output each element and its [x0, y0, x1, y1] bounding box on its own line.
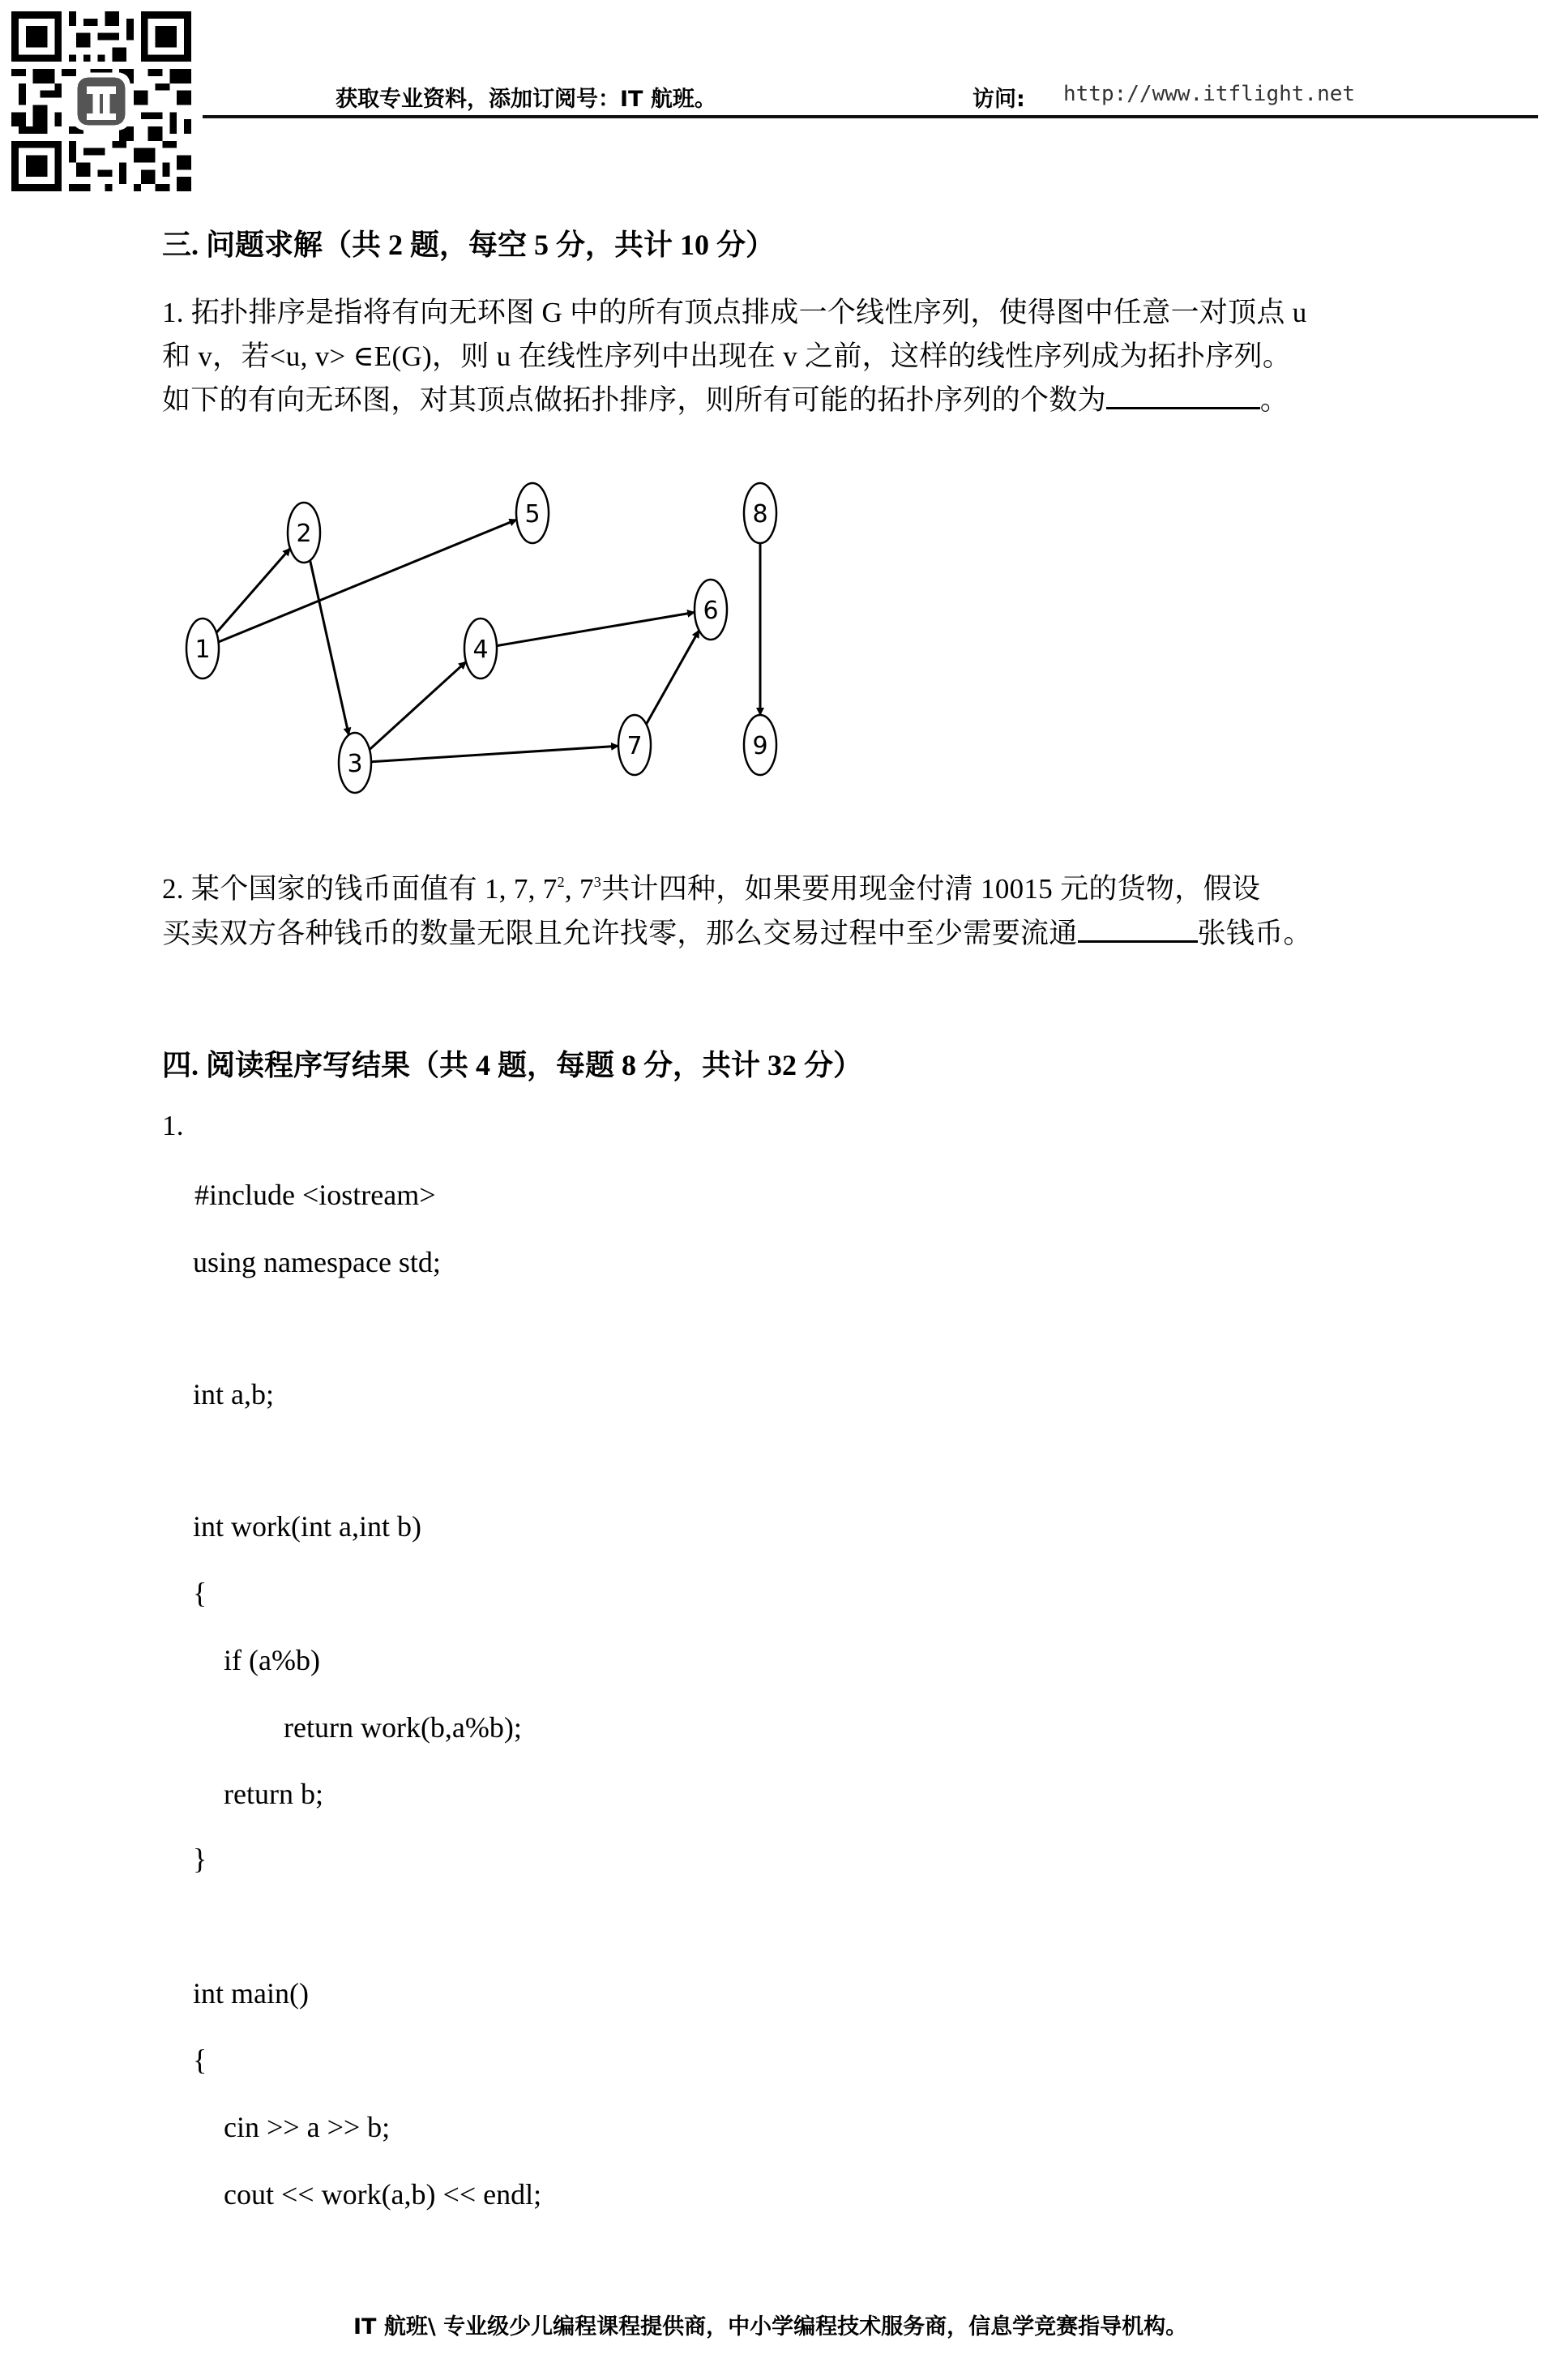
q1-line-2: 和 v，若<u, v> ∈E(G)，则 u 在线性序列中出现在 v 之前，这样的线性序列成为拓扑序列。 — [162, 340, 1292, 372]
code-line-globals: int a,b; — [193, 1378, 274, 1410]
s4-q1-label: 1. — [162, 1110, 184, 1141]
code-line-main-signature: int main() — [193, 1977, 309, 2010]
header-url-link[interactable]: http://www.itflight.net — [1063, 82, 1356, 106]
page-footer: IT 航班\ 专业级少儿编程课程提供商，中小学编程技术服务商，信息学竞赛指导机构。 — [353, 2314, 1188, 2339]
node-6 — [695, 580, 727, 640]
node-5 — [516, 483, 549, 543]
node-8 — [744, 483, 776, 543]
node-5-label: 5 — [524, 500, 541, 529]
code-line-work-signature: int work(int a,int b) — [193, 1510, 421, 1543]
node-7-label: 7 — [626, 732, 643, 760]
q1-line-1: 1. 拓扑排序是指将有向无环图 G 中的所有顶点排成一个线性序列，使得图中任意一对顶点 u — [162, 297, 1307, 328]
header-visit-label: 访问: — [972, 87, 1025, 112]
q1-answer-blank[interactable] — [1106, 384, 1260, 409]
edge-4-to-6 — [497, 612, 695, 645]
code-line-using: using namespace std; — [193, 1246, 441, 1278]
header-divider — [203, 115, 1538, 118]
q2-line-1-text-b: , 7 — [564, 873, 594, 905]
node-2 — [288, 503, 320, 563]
q2-line-1 — [162, 867, 1260, 907]
node-2-label: 2 — [296, 520, 312, 548]
node-3-label: 3 — [347, 750, 363, 778]
code-line-cin: cin >> a >> b; — [224, 2111, 391, 2143]
code-line-if: if (a%b) — [224, 1644, 320, 1676]
node-9-label: 9 — [752, 732, 768, 760]
q2-line-2-text-b: 张钱币。 — [1197, 918, 1312, 949]
code-line-return-b: return b; — [224, 1778, 323, 1810]
node-1 — [186, 619, 219, 678]
q2-line-2 — [162, 911, 1312, 952]
code-line-cout: cout << work(a,b) << endl; — [224, 2178, 542, 2211]
q2-superscript-2: 2 — [557, 874, 565, 890]
edge-7-to-6 — [646, 631, 699, 725]
q1-line-3 — [162, 378, 1289, 418]
q2-superscript-3: 3 — [593, 874, 602, 890]
section4-heading: 四. 阅读程序写结果（共 4 题，每题 8 分，共计 32 分） — [162, 1049, 863, 1081]
code-line-include: #include <iostream> — [194, 1179, 436, 1211]
code-line-return-work: return work(b,a%b); — [284, 1711, 522, 1744]
dag-diagram — [162, 454, 810, 811]
code-line-main-open-brace: { — [193, 2044, 207, 2076]
q2-line-1-text-a: 2. 某个国家的钱币面值有 1, 7, 7 — [162, 873, 558, 905]
node-9 — [744, 715, 776, 775]
q1-line-3-text: 如下的有向无环图，对其顶点做拓扑排序，则所有可能的拓扑序列的个数为 — [162, 384, 1106, 416]
edge-2-to-3 — [310, 560, 349, 735]
node-4 — [464, 619, 497, 678]
node-7 — [618, 715, 651, 775]
code-line-open-brace: { — [193, 1577, 207, 1609]
qr-code-image — [11, 11, 191, 191]
dag-nodes — [186, 483, 776, 793]
q2-line-1-text-c: 共计四种，如果要用现金付清 10015 元的货物，假设 — [601, 873, 1261, 905]
edge-3-to-7 — [371, 746, 618, 761]
q2-line-2-text-a: 买卖双方各种钱币的数量无限且允许找零，那么交易过程中至少需要流通 — [162, 918, 1078, 949]
node-3 — [339, 733, 371, 793]
node-4-label: 4 — [472, 636, 489, 664]
node-8-label: 8 — [752, 500, 768, 529]
edge-3-to-4 — [370, 661, 466, 749]
edge-1-to-2 — [216, 548, 290, 632]
section3-heading: 三. 问题求解（共 2 题，每空 5 分，共计 10 分） — [162, 229, 776, 261]
code-line-close-brace: } — [193, 1843, 207, 1875]
node-1-label: 1 — [194, 636, 211, 664]
q1-line-3-end: 。 — [1259, 384, 1289, 416]
header-promo-text: 获取专业资料，添加订阅号：IT 航班。 — [336, 87, 716, 112]
q2-answer-blank[interactable] — [1078, 918, 1198, 943]
node-6-label: 6 — [703, 597, 719, 625]
